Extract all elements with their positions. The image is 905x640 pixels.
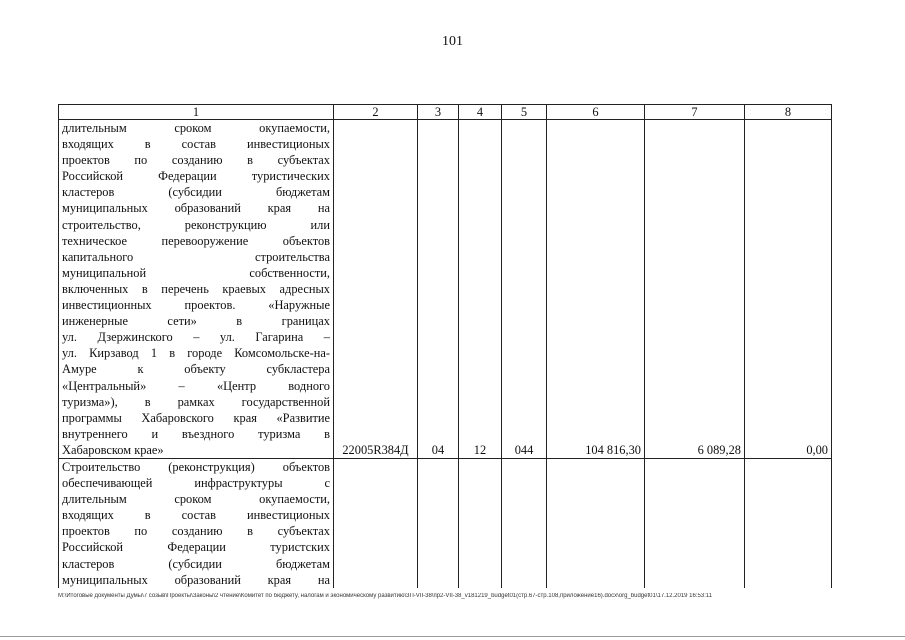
header-cell: 3 — [418, 105, 459, 120]
empty-cell — [418, 458, 459, 587]
header-cell: 1 — [59, 105, 334, 120]
description-line: длительным сроком окупаемости, — [62, 121, 330, 135]
description-line: туризма»), в рамках государственной — [62, 394, 330, 409]
scan-edge-line — [0, 636, 905, 637]
description-line: входящих в состав инвестиционых — [62, 508, 330, 523]
description-line: проектов по созданию в субъектах — [62, 153, 330, 168]
budget-table — [58, 104, 832, 588]
description-line: «Центральный» – «Центр водного — [62, 378, 330, 393]
description-line: включенных в перечень краевых адресных — [62, 281, 330, 296]
description-line: обеспечивающей инфраструктуры с — [62, 476, 330, 491]
description-line: кластеров (субсидии бюджетам — [62, 185, 330, 200]
empty-cell — [547, 458, 645, 587]
empty-cell — [645, 458, 745, 587]
description-line: ул. Кирзавод 1 в городе Комсомольске-на- — [62, 346, 330, 361]
table-row — [59, 120, 832, 459]
expense-type-cell: 044 — [502, 120, 547, 459]
header-row — [59, 105, 832, 120]
amount-cell-8: 0,00 — [745, 120, 832, 459]
description-cell — [59, 120, 334, 459]
description-line: длительным сроком окупаемости, — [62, 492, 330, 507]
table-row — [59, 458, 832, 587]
description-line: капитального строительства — [62, 249, 330, 264]
description-line: входящих в состав инвестиционых — [62, 137, 330, 152]
amount-cell-7: 6 089,28 — [645, 120, 745, 459]
description-cell — [59, 458, 334, 587]
target-article-cell: 22005R384Д — [334, 120, 418, 459]
header-cell: 5 — [502, 105, 547, 120]
description-line: инженерные сети» в границах — [62, 314, 330, 329]
description-line: Строительство (реконструкция) объектов — [62, 459, 330, 474]
section-cell: 04 — [418, 120, 459, 459]
description-line: ул. Дзержинского – ул. Гагарина – — [62, 330, 330, 345]
page-number: 101 — [442, 34, 463, 49]
description-line: муниципальных образований края на — [62, 572, 330, 587]
description-line: техническое перевооружение объектов — [62, 233, 330, 248]
header-cell: 7 — [645, 105, 745, 120]
subsection-cell: 12 — [459, 120, 502, 459]
file-path-footer: М:\Итоговые документы Думы\7 созыв\Проекты\Законы\2 чтение\Комитет по бюджету, налогам и экономическому развитию\3П-VII-38\пр2-VII-38_v181219_budget01(стр.67-стр.108,приложение16).docx\org_budget01\17.12.2019 16:53:11 — [58, 593, 713, 599]
empty-cell — [459, 458, 502, 587]
description-line: инвестиционных проектов. «Наружные — [62, 298, 330, 313]
amount-cell-6: 104 816,30 — [547, 120, 645, 459]
header-cell: 6 — [547, 105, 645, 120]
description-line: Амуре к объекту субкластера — [62, 362, 330, 377]
description-line: Хабаровском крае» — [62, 442, 164, 457]
header-cell: 2 — [334, 105, 418, 120]
empty-cell — [502, 458, 547, 587]
description-line: программы Хабаровского края «Развитие — [62, 410, 330, 425]
header-cell: 4 — [459, 105, 502, 120]
description-line: кластеров (субсидии бюджетам — [62, 556, 330, 571]
empty-cell — [334, 458, 418, 587]
description-line: проектов по созданию в субъектах — [62, 524, 330, 539]
description-line: внутреннего и въездного туризма в — [62, 426, 330, 441]
description-line: муниципальной собственности, — [62, 265, 330, 280]
description-line: муниципальных образований края на — [62, 201, 330, 216]
description-line: Российской Федерации туристических — [62, 169, 330, 184]
description-line: строительство, реконструкцию или — [62, 217, 330, 232]
empty-cell — [745, 458, 832, 587]
header-cell: 8 — [745, 105, 832, 120]
description-line: Российской Федерации туристских — [62, 540, 330, 555]
